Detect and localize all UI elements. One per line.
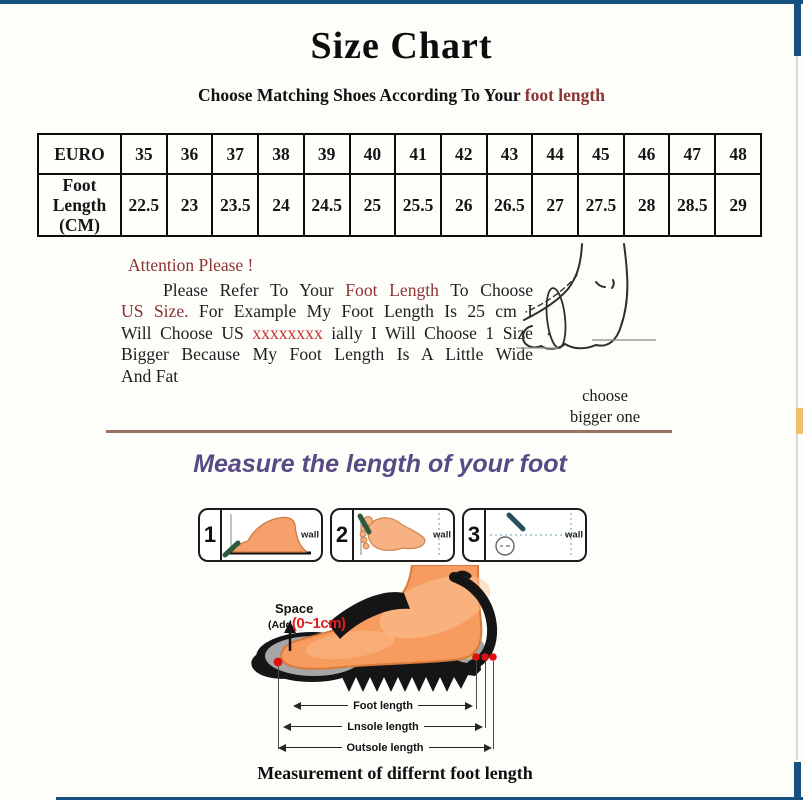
section-divider	[106, 430, 672, 433]
euro-row	[38, 134, 761, 174]
step-number: 2	[332, 510, 354, 560]
size-table	[37, 133, 762, 237]
euro-size-cell: 37	[212, 134, 258, 174]
arrow-left-icon	[278, 744, 286, 752]
euro-size-cell: 44	[532, 134, 578, 174]
wall-label: wall	[433, 529, 451, 541]
foot-length-cell: 27	[532, 174, 578, 236]
measure-heading: Measure the length of your foot	[193, 450, 567, 478]
foot-length-cell: 28.5	[669, 174, 715, 236]
attention-heading: Attention Please !	[128, 255, 254, 275]
arrow-right-icon	[484, 744, 492, 752]
foot-length-cell: 25	[350, 174, 396, 236]
attention-line: Please Refer To Your Foot Length To Choose	[163, 280, 534, 300]
foot-sketch-icon	[516, 242, 656, 364]
foot-length-cell: 23	[167, 174, 213, 236]
attention-line: Bigger Because My Foot Length Is A Little Wide	[121, 344, 533, 365]
foot-length-cell: 26.5	[487, 174, 533, 236]
arrow-left-icon	[293, 702, 301, 710]
euro-size-cell: 40	[350, 134, 396, 174]
foot-length-cell: 24	[258, 174, 304, 236]
foot-length-row	[38, 174, 761, 236]
euro-size-cell: 42	[441, 134, 487, 174]
attention-line: Will Choose US xxxxxxxx ially I Will Choose 1 Size	[121, 322, 533, 343]
foot-length-cell: 26	[441, 174, 487, 236]
foot-length-cell: 29	[715, 174, 761, 236]
step-number: 1	[200, 510, 222, 560]
shoe-measurement-diagram	[230, 565, 600, 765]
foot-length-cell: 25.5	[395, 174, 441, 236]
top-border	[0, 0, 803, 4]
foot-length-cell: 24.5	[304, 174, 350, 236]
step-number: 3	[464, 510, 486, 560]
measure-steps	[198, 508, 587, 562]
foot-length-cell: 23.5	[212, 174, 258, 236]
euro-size-cell: 38	[258, 134, 304, 174]
subtitle	[0, 85, 803, 106]
subtitle-prefix: Choose Matching Shoes According To Your	[198, 85, 525, 105]
step-panel-1	[198, 508, 323, 562]
arrow-right-icon	[465, 702, 473, 710]
guide-line	[278, 667, 279, 749]
wall-label: wall	[565, 529, 583, 541]
right-border-bottom	[794, 762, 801, 800]
euro-size-cell: 35	[121, 134, 167, 174]
measurement-row-outsole-length: Outsole length	[278, 741, 492, 754]
euro-row-label: EURO	[38, 134, 121, 174]
attention-line: US Size. For Example My Foot Length Is 25 cm I	[121, 301, 533, 322]
euro-size-cell: 36	[167, 134, 213, 174]
subtitle-highlight: foot length	[524, 85, 605, 105]
choose-bigger-note: choose bigger one	[569, 386, 641, 427]
euro-size-cell: 41	[395, 134, 441, 174]
foot-in-shoe-illustration	[230, 565, 600, 700]
euro-size-cell: 45	[578, 134, 624, 174]
page-title: Size Chart	[310, 25, 493, 67]
euro-size-cell: 48	[715, 134, 761, 174]
measurement-row-insole-length: Lnsole length	[283, 720, 483, 733]
diagram-caption: Measurement of differnt foot length	[257, 763, 533, 783]
guide-line	[476, 661, 477, 709]
step-panel-2	[330, 508, 455, 562]
euro-size-cell: 46	[624, 134, 670, 174]
foot-length-row-label: Foot Length (CM)	[38, 174, 121, 236]
euro-size-cell: 39	[304, 134, 350, 174]
guide-line	[485, 661, 486, 728]
wall-label: wall	[301, 529, 319, 541]
space-label: Space	[275, 601, 314, 616]
attention-section	[121, 255, 533, 387]
measurement-row-foot-length: Foot length	[293, 699, 473, 712]
arrow-left-icon	[283, 723, 291, 731]
euro-size-cell: 43	[487, 134, 533, 174]
space-add-label: (Add(0~1cm)	[268, 615, 346, 632]
foot-length-cell: 27.5	[578, 174, 624, 236]
foot-length-cell: 28	[624, 174, 670, 236]
guide-line	[493, 661, 494, 749]
foot-length-cell: 22.5	[121, 174, 167, 236]
step-panel-3	[462, 508, 587, 562]
right-edge-artifact	[796, 408, 803, 434]
attention-line: And Fat	[121, 365, 179, 386]
arrow-right-icon	[475, 723, 483, 731]
euro-size-cell: 47	[669, 134, 715, 174]
